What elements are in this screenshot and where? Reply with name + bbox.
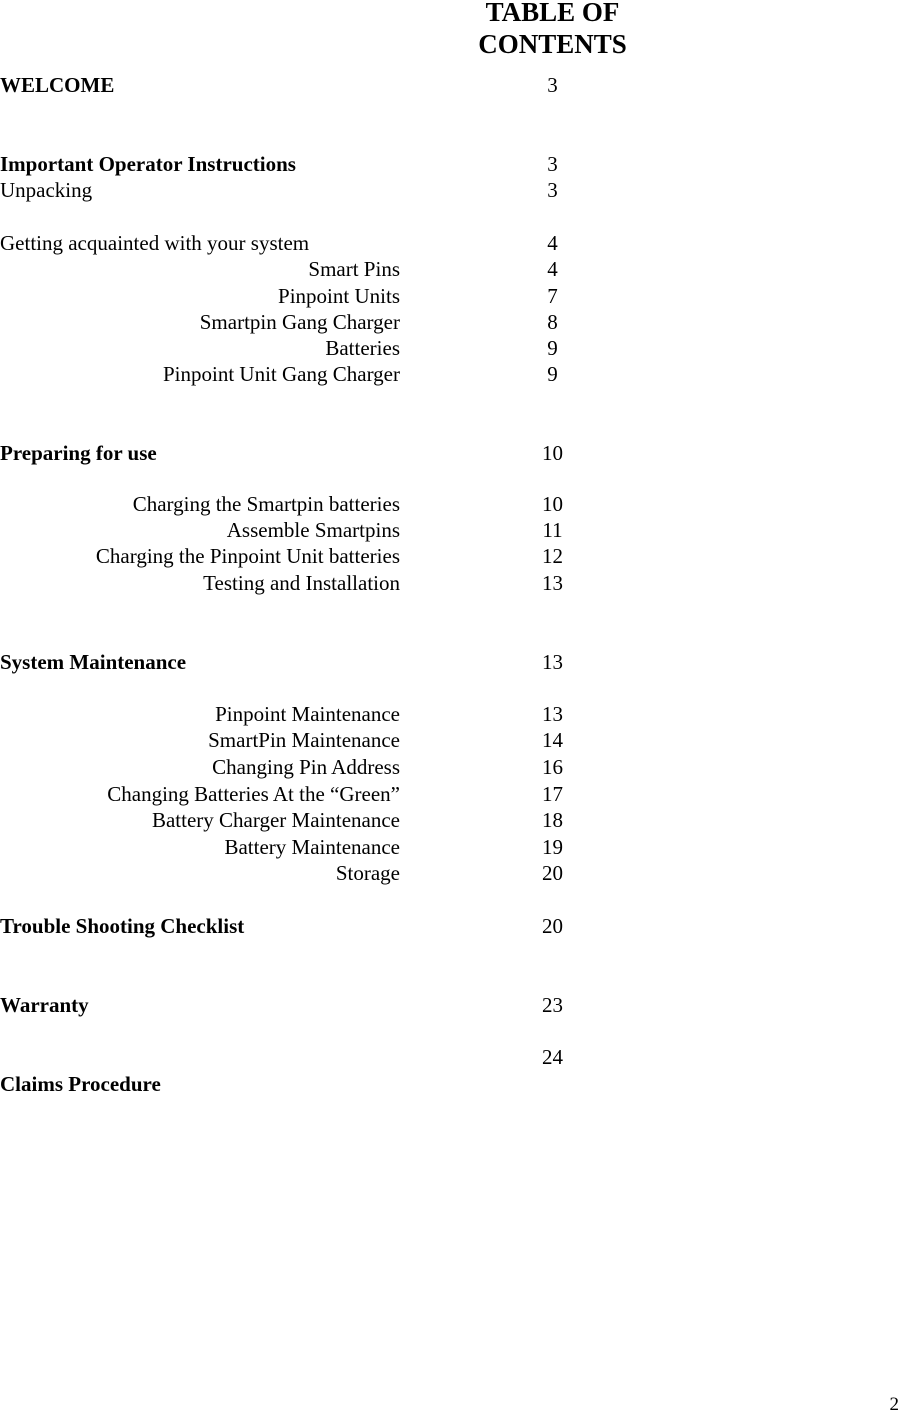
- page-number: 2: [890, 1394, 899, 1416]
- toc-entry-pinpoint-unit-gang-charger: [0, 361, 899, 387]
- toc-page: 3: [520, 151, 585, 177]
- toc-label: Battery Charger Maintenance: [152, 807, 400, 833]
- toc-page: 9: [520, 361, 585, 387]
- toc-entry-preparing-for-use: [0, 440, 899, 466]
- toc-entry-smartpin-maintenance: [0, 727, 899, 753]
- toc-entry-charging-pinpoint-batteries: [0, 543, 899, 569]
- toc-entry-pinpoint-units: [0, 283, 899, 309]
- toc-page: 9: [520, 335, 585, 361]
- toc-page: 24: [520, 1044, 585, 1070]
- toc-label: Pinpoint Units: [278, 283, 400, 309]
- toc-label: Battery Maintenance: [224, 834, 400, 860]
- toc-label: Pinpoint Unit Gang Charger: [163, 361, 400, 387]
- toc-entry-smart-pins: [0, 256, 899, 282]
- toc-label: Changing Pin Address: [212, 754, 400, 780]
- toc-label: Changing Batteries At the “Green”: [107, 781, 400, 807]
- toc-label: Storage: [336, 860, 400, 886]
- toc-page: 3: [520, 72, 585, 98]
- toc-page: 19: [520, 834, 585, 860]
- toc-page: 4: [520, 230, 585, 256]
- toc-label: Assemble Smartpins: [227, 517, 400, 543]
- toc-page: 20: [520, 860, 585, 886]
- toc-entry-claims-page-row: [0, 1044, 899, 1070]
- toc-page: 18: [520, 807, 585, 833]
- toc-page: 14: [520, 727, 585, 753]
- toc-page: 11: [520, 517, 585, 543]
- toc-entry-storage: [0, 860, 899, 886]
- toc-entry-pinpoint-maintenance: [0, 701, 899, 727]
- toc-entry-charging-smartpin-batteries: [0, 491, 899, 517]
- toc-page: 13: [520, 649, 585, 675]
- toc-entry-system-maintenance: [0, 649, 899, 675]
- toc-entry-unpacking: [0, 177, 899, 203]
- toc-entry-getting-acquainted: [0, 230, 899, 256]
- toc-page: 10: [520, 440, 585, 466]
- toc-page: 8: [520, 309, 585, 335]
- toc-entry-assemble-smartpins: [0, 517, 899, 543]
- toc-label: Claims Procedure: [0, 1071, 161, 1097]
- toc-page: 13: [520, 570, 585, 596]
- toc-entry-important-operator-instructions: [0, 151, 899, 177]
- toc-label: Charging the Pinpoint Unit batteries: [96, 543, 400, 569]
- toc-label: Important Operator Instructions: [0, 151, 296, 177]
- toc-entry-changing-pin-address: [0, 754, 899, 780]
- title-line-1: TABLE OF: [440, 0, 665, 28]
- title-line-2: CONTENTS: [440, 28, 665, 60]
- toc-label: Smartpin Gang Charger: [200, 309, 400, 335]
- toc-entry-trouble-shooting-checklist: [0, 913, 899, 939]
- toc-entry-battery-charger-maintenance: [0, 807, 899, 833]
- toc-entry-welcome: [0, 72, 899, 98]
- toc-label: Warranty: [0, 992, 89, 1018]
- toc-page: 17: [520, 781, 585, 807]
- toc-label: WELCOME: [0, 72, 114, 98]
- toc-entry-batteries: [0, 335, 899, 361]
- toc-label: Unpacking: [0, 177, 92, 203]
- page-title: [440, 0, 665, 60]
- toc-entry-warranty: [0, 992, 899, 1018]
- toc-label: SmartPin Maintenance: [208, 727, 400, 753]
- toc-label: Trouble Shooting Checklist: [0, 913, 244, 939]
- toc-page: 4: [520, 256, 585, 282]
- toc-page: 10: [520, 491, 585, 517]
- toc-label: Getting acquainted with your system: [0, 230, 309, 256]
- toc-label: Batteries: [325, 335, 400, 361]
- toc-page: 16: [520, 754, 585, 780]
- toc-page: 12: [520, 543, 585, 569]
- toc-page: 3: [520, 177, 585, 203]
- toc-label: Charging the Smartpin batteries: [133, 491, 400, 517]
- toc-entry-changing-batteries-green: [0, 781, 899, 807]
- toc-entry-claims-procedure: [0, 1071, 899, 1097]
- toc-label: Smart Pins: [308, 256, 400, 282]
- toc-page: 23: [520, 992, 585, 1018]
- toc-label: Testing and Installation: [203, 570, 400, 596]
- toc-label: System Maintenance: [0, 649, 186, 675]
- toc-entry-testing-and-installation: [0, 570, 899, 596]
- toc-entry-battery-maintenance: [0, 834, 899, 860]
- toc-entry-smartpin-gang-charger: [0, 309, 899, 335]
- toc-label: Preparing for use: [0, 440, 157, 466]
- toc-label: Pinpoint Maintenance: [215, 701, 400, 727]
- toc-page: 20: [520, 913, 585, 939]
- toc-page: 7: [520, 283, 585, 309]
- toc-page: 13: [520, 701, 585, 727]
